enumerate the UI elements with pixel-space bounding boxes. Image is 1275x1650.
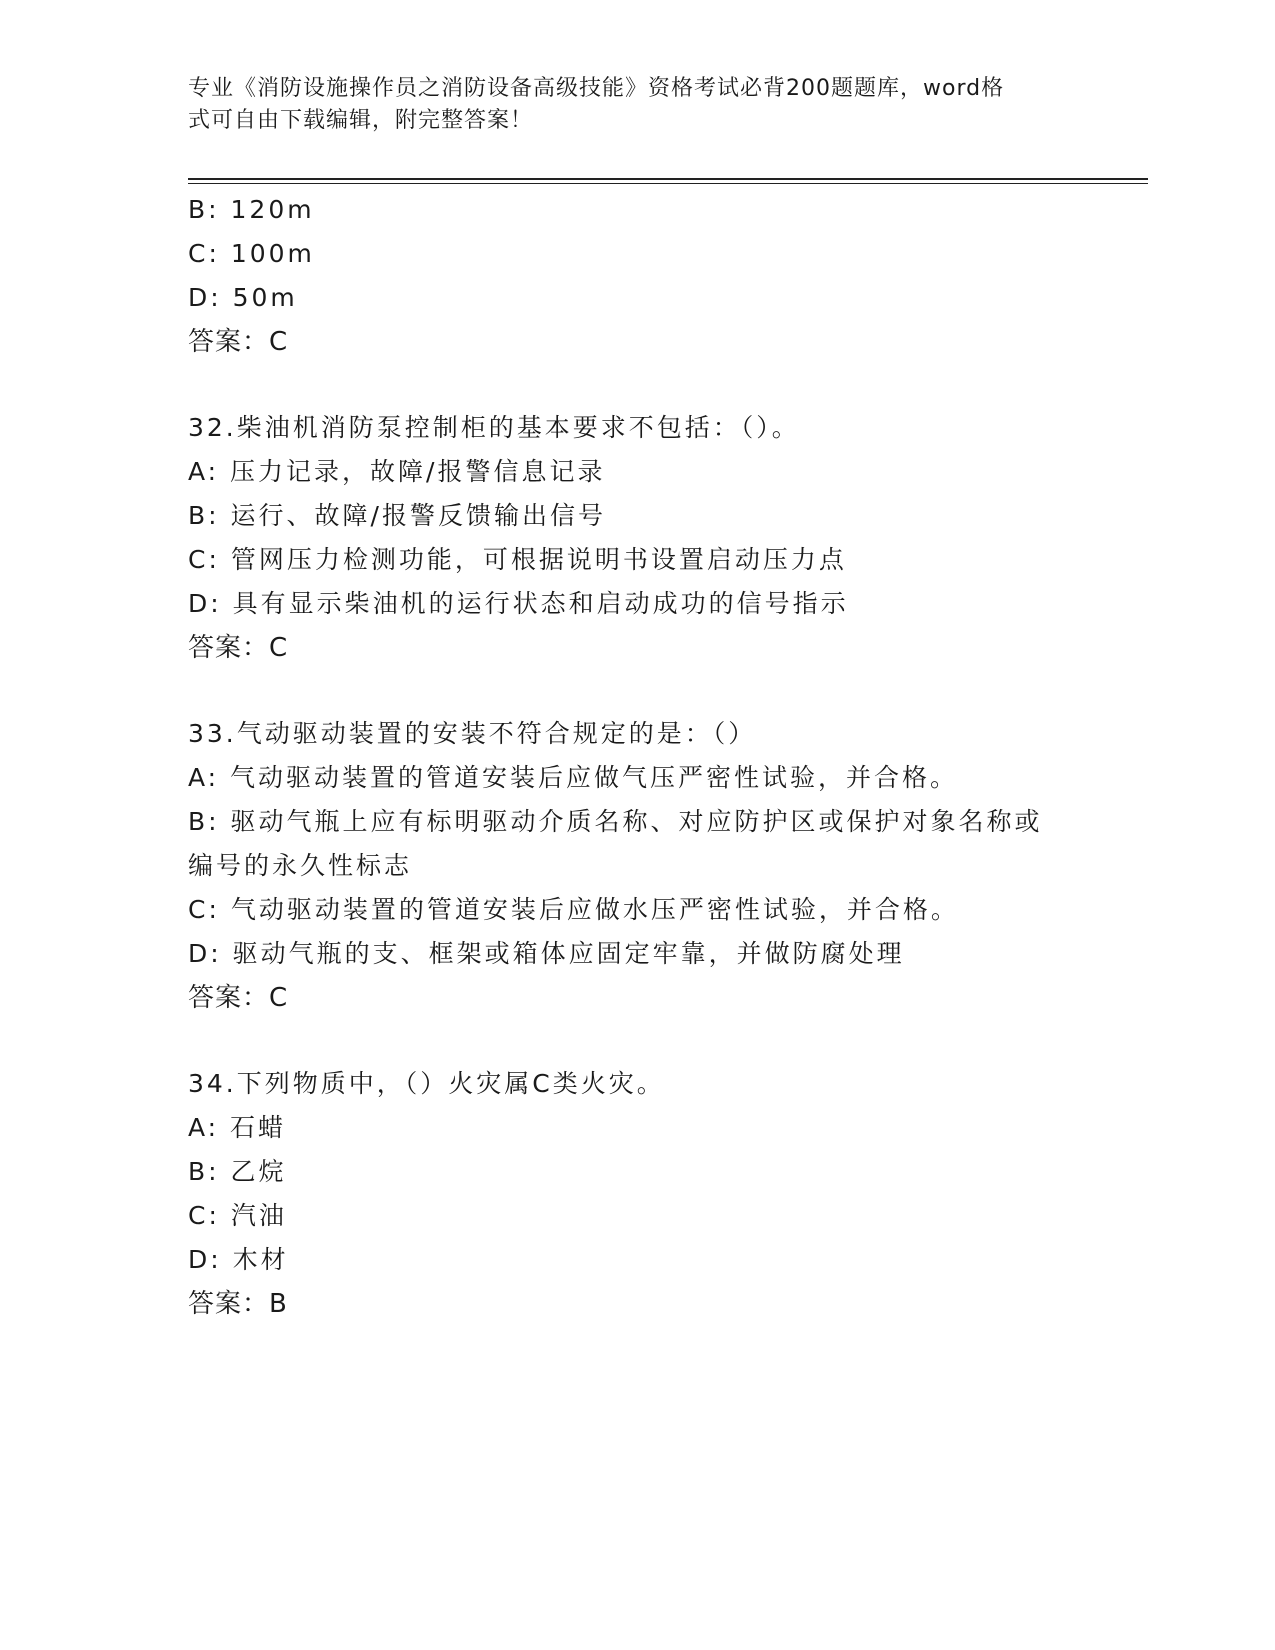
option-a: A: 压力记录，故障/报警信息记录 [188, 457, 606, 486]
option-a: A: 石蜡 [188, 1113, 287, 1142]
document-header [188, 73, 1088, 137]
option-b: B: 120m [188, 195, 315, 224]
option-c: C: 100m [188, 239, 315, 268]
option-d: D: 驱动气瓶的支、框架或箱体应固定牢靠，并做防腐处理 [188, 939, 905, 968]
answer: 答案：C [188, 983, 289, 1013]
option-d: D: 木材 [188, 1245, 289, 1274]
option-b: B: 乙烷 [188, 1157, 287, 1186]
question-stem: 32.柴油机消防泵控制柜的基本要求不包括：（）。 [188, 413, 800, 442]
header-rule-thick [188, 178, 1148, 180]
option-b-continued: 编号的永久性标志 [188, 851, 413, 880]
question-stem: 34.下列物质中，（）火灾属C类火灾。 [188, 1069, 665, 1098]
header-line-1: 专业《消防设施操作员之消防设备高级技能》资格考试必背200题题库，word格 [188, 76, 1005, 101]
header-line-2: 式可自由下载编辑，附完整答案！ [188, 108, 534, 133]
option-b: B: 驱动气瓶上应有标明驱动介质名称、对应防护区或保护对象名称或 [188, 807, 1043, 836]
option-c: C: 管网压力检测功能，可根据说明书设置启动压力点 [188, 545, 847, 574]
option-c: C: 汽油 [188, 1201, 287, 1230]
option-b: B: 运行、故障/报警反馈输出信号 [188, 501, 606, 530]
option-a: A: 气动驱动装置的管道安装后应做气压严密性试验，并合格。 [188, 763, 959, 792]
option-d: D: 50m [188, 283, 298, 312]
option-d: D: 具有显示柴油机的运行状态和启动成功的信号指示 [188, 589, 849, 618]
header-rule-thin [188, 183, 1148, 184]
question-stem: 33.气动驱动装置的安装不符合规定的是：（） [188, 719, 757, 748]
answer: 答案：C [188, 327, 289, 357]
option-c: C: 气动驱动装置的管道安装后应做水压严密性试验，并合格。 [188, 895, 959, 924]
answer: 答案：B [188, 1289, 288, 1319]
answer: 答案：C [188, 633, 289, 663]
